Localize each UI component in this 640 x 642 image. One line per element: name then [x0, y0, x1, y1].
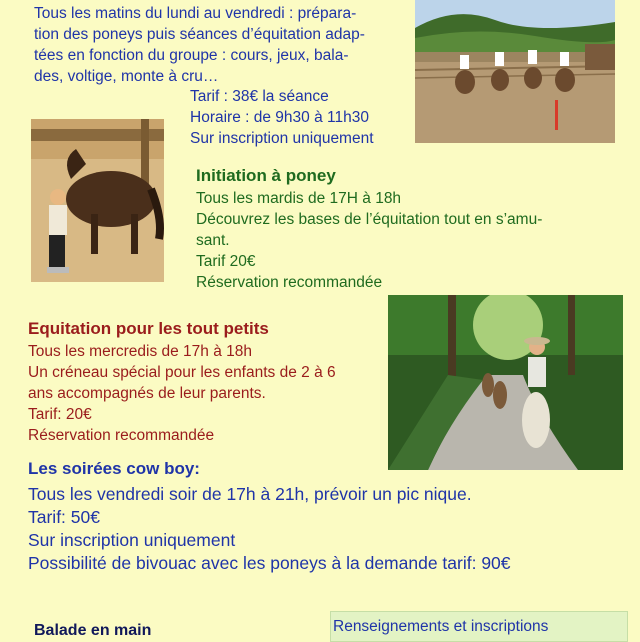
initiation-price: Tarif 20€: [196, 253, 256, 270]
stage-description-line-1: Tous les matins du lundi au vendredi : prépara-: [34, 5, 357, 22]
tout-petits-line-1: Tous les mercredis de 17h à 18h: [28, 343, 253, 360]
tout-petits-line-2: Un créneau spécial pour les enfants de 2 à 6: [28, 364, 336, 381]
tout-petits-title: Equitation pour les tout petits: [28, 319, 269, 338]
stage-description-line-2: tion des poneys puis séances d’équitation adap-: [34, 26, 365, 43]
tout-petits-line-3: ans accompagnés de leur parents.: [28, 385, 266, 402]
stage-description-line-3: tées en fonction du groupe : cours, jeux, bala-: [34, 47, 349, 64]
cowboy-line-1: Tous les vendredi soir de 17h à 21h, prévoir un pic nique.: [28, 484, 472, 504]
cowboy-title: Les soirées cow boy:: [28, 459, 200, 478]
initiation-line-2: Découvrez les bases de l’équitation tout en s’amu-: [196, 211, 543, 228]
initiation-line-3: sant.: [196, 232, 230, 249]
balade-title: Balade en main: [34, 622, 152, 639]
cowboy-bivouac: Possibilité de bivouac avec les poneys à la demande tarif: 90€: [28, 553, 511, 573]
arena-riders-photo: [415, 0, 615, 143]
info-box: [330, 611, 628, 642]
initiation-reservation: Réservation recommandée: [196, 274, 383, 291]
stage-hours: Horaire : de 9h30 à 11h30: [190, 109, 369, 126]
initiation-line-1: Tous les mardis de 17H à 18h: [196, 190, 402, 207]
child-with-pony-photo: [31, 119, 164, 282]
cowboy-registration: Sur inscription uniquement: [28, 530, 236, 550]
initiation-title: Initiation à poney: [196, 166, 336, 185]
stage-price: Tarif : 38€ la séance: [190, 88, 329, 105]
stage-registration-note: Sur inscription uniquement: [190, 130, 374, 147]
forest-trail-ride-photo: [388, 295, 623, 470]
stage-description-line-4: des, voltige, monte à cru…: [34, 68, 219, 85]
tout-petits-reservation: Réservation recommandée: [28, 427, 215, 444]
tout-petits-price: Tarif: 20€: [28, 406, 92, 423]
info-box-title: Renseignements et inscriptions: [333, 618, 549, 635]
cowboy-price: Tarif: 50€: [28, 507, 100, 527]
